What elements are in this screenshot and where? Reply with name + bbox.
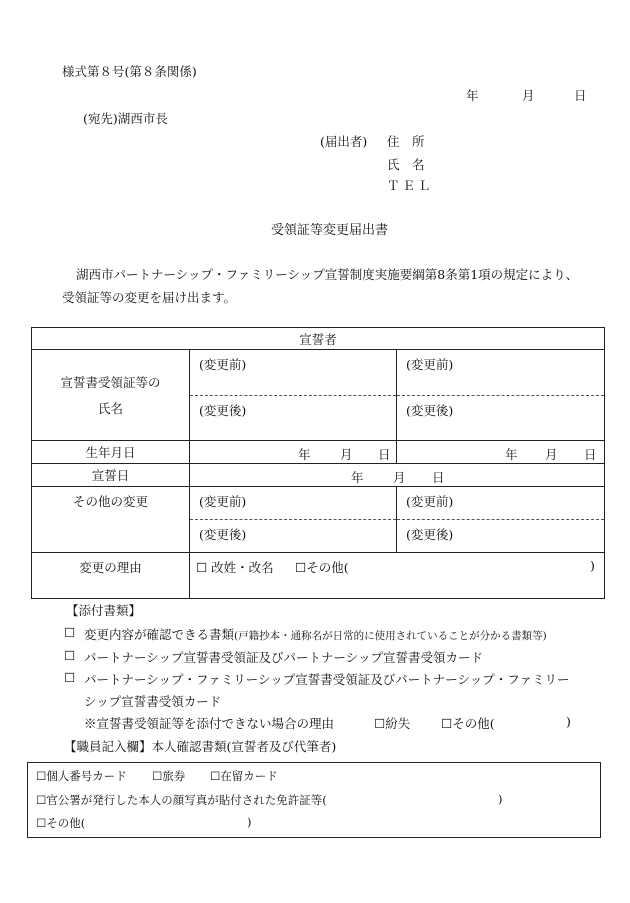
certificate-name-label [32,350,190,441]
attachment-1-main: 変更内容が確認できる書類 [84,627,235,642]
applicant-label: (届出者) [320,134,368,149]
change-reason-field [190,553,605,599]
intro-line-1: 湖西市パートナーシップ・ファミリーシップ宣誓制度実施要綱第8条第1項の規定により、 [76,267,579,282]
staff-other-close-paren: ) [247,815,252,829]
before-label: (変更前) [199,357,247,372]
month-label: 月 [545,447,558,462]
name-after-field-2[interactable] [397,396,605,441]
year-label: 年 [298,447,311,462]
attachment-2-checkbox[interactable]: ☐ [64,648,76,663]
missing-reason-note: ※宣誓書受領証等を添付できない場合の理由 [84,716,335,731]
date-month-label: 月 [522,88,535,103]
name-before-field-2[interactable] [397,350,605,396]
intro-line-2: 受領証等の変更を届け出ます。 [62,290,237,305]
addressee: (宛先)湖西市長 [83,111,168,126]
year-label: 年 [505,447,518,462]
change-form-table [31,327,605,599]
form-number: 様式第８号(第８条関係) [62,64,197,79]
change-reason-label: 変更の理由 [32,553,190,599]
birth-date-field-2[interactable] [397,441,605,464]
attachment-1-checkbox[interactable]: ☐ [64,625,76,640]
attachment-3-checkbox[interactable]: ☐ [64,670,76,685]
year-label: 年 [351,470,364,485]
attachment-2-label: パートナーシップ宣誓書受領証及びパートナーシップ宣誓書受領カード [84,650,484,665]
residence-card-checkbox[interactable]: ☐在留カード [210,769,278,783]
attachment-3-label-line-2: シップ宣誓書受領カード [84,694,222,709]
oath-taker-header: 宣誓者 [32,328,605,350]
before-label: (変更前) [199,494,247,509]
reason-rename-checkbox[interactable]: ☐ 改姓・改名 [196,560,274,575]
tel-label: ＴＥＬ [387,178,434,193]
after-label: (変更後) [199,527,247,542]
before-label: (変更前) [406,357,454,372]
attachment-1-note: (戸籍抄本・通称名が日常的に使用されていることが分かる書類等) [234,630,547,642]
photo-license-close-paren: ) [498,792,503,806]
id-card-checkbox[interactable]: ☐個人番号カード [36,769,127,783]
lost-checkbox[interactable]: ☐紛失 [374,716,411,731]
after-label: (変更後) [406,527,454,542]
reason-other-checkbox[interactable]: ☐その他( [295,560,349,575]
certificate-name-label-line-2: 氏名 [97,401,123,416]
other-before-field-2[interactable] [397,487,605,520]
other-reason-close-paren: ) [566,714,571,729]
oath-date-label: 宣誓日 [32,464,190,487]
name-before-field-1[interactable] [190,350,397,396]
before-label: (変更前) [406,494,454,509]
photo-license-checkbox[interactable]: ☐官公署が発行した本人の顔写真が貼付された免許証等( [36,793,327,807]
attachments-heading: 【添付書類】 [66,603,142,618]
passport-checkbox[interactable]: ☐旅券 [152,769,186,783]
name-label: 氏 名 [387,157,425,172]
day-label: 日 [432,470,445,485]
date-day-label: 日 [574,88,587,103]
address-label: 住 所 [387,134,425,149]
staff-other-checkbox[interactable]: ☐その他( [36,816,86,830]
after-label: (変更後) [199,403,247,418]
day-label: 日 [378,447,391,462]
date-year-label: 年 [466,88,479,103]
other-reason-checkbox[interactable]: ☐その他( [441,716,495,731]
reason-close-paren: ) [590,558,595,573]
day-label: 日 [584,447,597,462]
document-title: 受領証等変更届出書 [271,223,389,238]
name-after-field-1[interactable] [190,396,397,441]
attachment-1-label [84,625,547,643]
month-label: 月 [340,447,353,462]
oath-date-field[interactable] [190,464,605,487]
staff-section-heading: 【職員記入欄】本人確認書類(宣誓者及び代筆者) [64,739,337,754]
other-before-field-1[interactable] [190,487,397,520]
birth-date-label: 生年月日 [32,441,190,464]
attachment-3-label-line-1: パートナーシップ・ファミリーシップ宣誓書受領証及びパートナーシップ・ファミリー [84,672,570,687]
certificate-name-label-line-1: 宣誓書受領証等の [60,375,161,390]
other-after-field-2[interactable] [397,520,605,553]
other-after-field-1[interactable] [190,520,397,553]
staff-id-documents-box [27,762,601,838]
month-label: 月 [393,470,406,485]
after-label: (変更後) [406,403,454,418]
other-change-label: その他の変更 [32,487,190,553]
birth-date-field-1[interactable] [190,441,397,464]
